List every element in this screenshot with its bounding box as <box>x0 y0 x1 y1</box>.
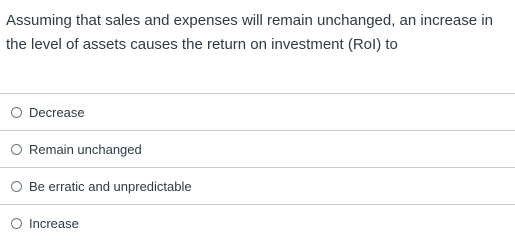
answer-label: Be erratic and unpredictable <box>29 178 192 194</box>
answer-option-decrease[interactable] <box>0 93 515 130</box>
radio-button[interactable] <box>11 144 22 155</box>
radio-button[interactable] <box>11 218 22 229</box>
answer-label: Remain unchanged <box>29 141 142 157</box>
answer-label: Decrease <box>29 104 85 120</box>
radio-button[interactable] <box>11 181 22 192</box>
answer-label: Increase <box>29 215 79 231</box>
answer-option-increase[interactable] <box>0 204 515 241</box>
answer-list <box>0 93 515 241</box>
radio-button[interactable] <box>11 107 22 118</box>
answer-option-remain-unchanged[interactable] <box>0 130 515 167</box>
answer-option-be-erratic[interactable] <box>0 167 515 204</box>
question-text: Assuming that sales and expenses will remain unchanged, an increase in the level of assets causes the return on investment (RoI) to <box>6 12 493 53</box>
